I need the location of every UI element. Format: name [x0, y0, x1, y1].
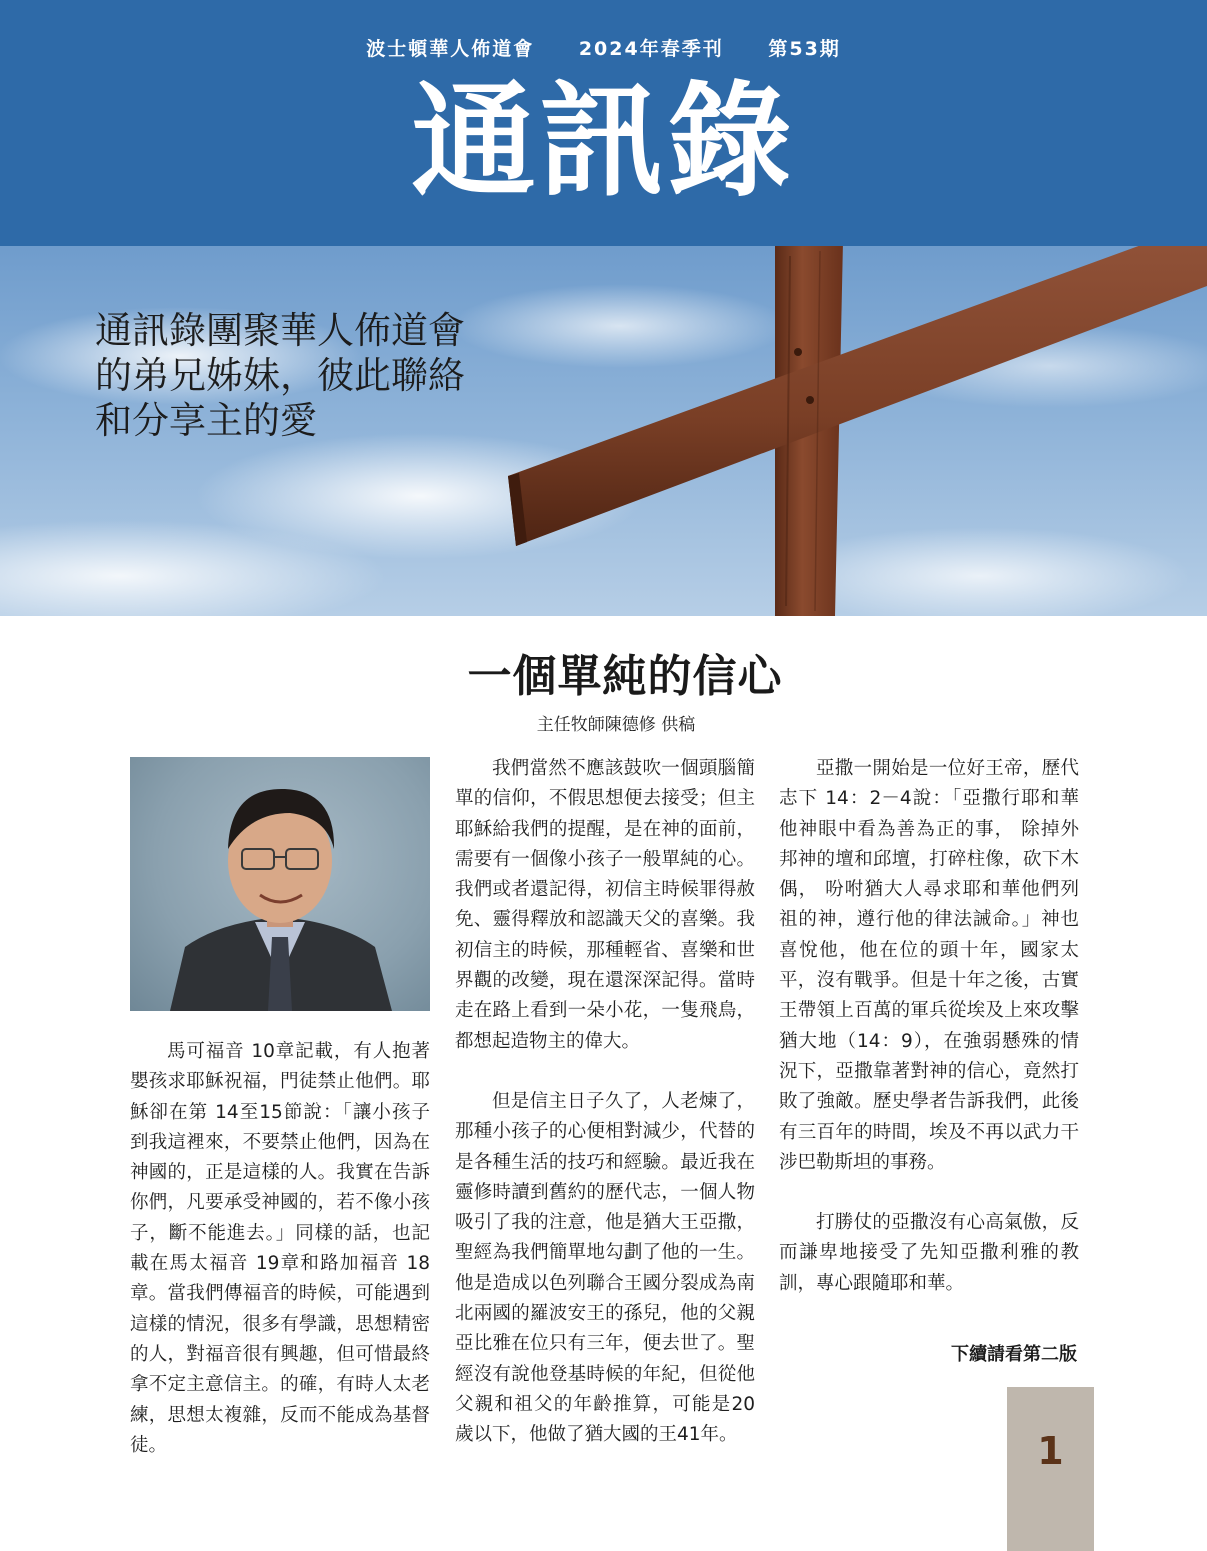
tagline-line: 的弟兄姊妹，彼此聯絡	[95, 354, 465, 397]
article-title: 一個單純的信心	[467, 651, 783, 702]
pastor-portrait	[130, 757, 430, 1011]
article-column-3	[779, 754, 1079, 1299]
article-byline: 主任牧師陳德修 供稿	[536, 715, 696, 735]
article-paragraph: 但是信主日子久了，人老煉了，那種小孩子的心便相對減少，代替的是各種生活的技巧和經驗。最近我在靈修時讀到舊約的歷代志，一個人物吸引了我的注意，他是猶大王亞撒，聖經為我們簡單地勾劃了他的一生。他是造成以色列聯合王國分裂成為南北兩國的羅波安王的孫兒，他的父親亞比雅在位只有三年，便去世了。聖經沒有說他登基時候的年紀，但從他父親和祖父的年齡推算，可能是20歲以下，他做了猶大國的王41年。	[455, 1090, 755, 1446]
issue-meta	[0, 34, 1207, 61]
hero-tagline	[95, 308, 535, 443]
article-paragraph: 亞撒一開始是一位好王帝，歷代志下 14：2－4說：「亞撒行耶和華他神眼中看為善為正的事， 除掉外邦神的壇和邱壇，打碎柱像，砍下木偶， 吩咐猶大人尋求耶和華他們列祖的神，遵行他的律法誡命。」神也喜悅他，他在位的頭十年，國家太平，沒有戰爭。但是十年之後，古實王帶領上百萬的軍兵從埃及上來攻擊猶大地（14：9），在強弱懸殊的情況下，亞撒靠著對神的信心，竟然打敗了強敵。歷史學者告訴我們，此後有三百年的時間，埃及不再以武力干涉巴勒斯坦的事務。	[779, 758, 1079, 1173]
hero-banner	[0, 246, 1207, 616]
article-paragraph: 馬可福音 10章記載，有人抱著嬰孩求耶穌祝福，門徒禁止他們。耶穌卻在第 14至15節說：「讓小孩子到我這裡來，不要禁止他們，因為在神國的，正是這樣的人。我實在告訴你們，凡要承受神國的，若不像小孩子，斷不能進去。」同樣的話，也記載在馬太福音 19章和路加福音 18章。當我們傳福音的時候，可能遇到這樣的情況，很多有學識，思想精密的人，對福音很有興趣，但可惜最終拿不定主意信主。的確，有時人太老練，思想太複雜，反而不能成為基督徒。	[130, 1041, 430, 1456]
continued-note: 下續請看第二版	[951, 1344, 1077, 1365]
page-number-box	[1007, 1387, 1094, 1551]
article-paragraph: 打勝仗的亞撒沒有心高氣傲，反而謙卑地接受了先知亞撒利雅的教訓，專心跟隨耶和華。	[779, 1212, 1079, 1294]
article-column-1	[130, 1037, 430, 1461]
issue-season: 2024年春季刊	[578, 38, 724, 60]
issue-number: 第53期	[768, 38, 841, 60]
article-column-2	[455, 754, 755, 1451]
organization-name: 波士頓華人佈道會	[366, 38, 535, 60]
tagline-line: 通訊錄團聚華人佈道會	[95, 309, 465, 352]
newsletter-title: 通訊錄	[411, 70, 796, 214]
portrait-illustration	[130, 757, 430, 1011]
tagline-line: 和分享主的愛	[95, 399, 317, 442]
page-number: 1	[1037, 1429, 1064, 1473]
article-paragraph: 我們當然不應該鼓吹一個頭腦簡單的信仰，不假思想便去接受；但主耶穌給我們的提醒，是在神的面前，需要有一個像小孩子一般單純的心。我們或者還記得，初信主時候罪得赦免、靈得釋放和認識天父的喜樂。我初信主的時候，那種輕省、喜樂和世界觀的改變，現在還深深記得。當時走在路上看到一朵小花，一隻飛鳥，都想起造物主的偉大。	[455, 758, 755, 1052]
masthead	[0, 0, 1207, 246]
